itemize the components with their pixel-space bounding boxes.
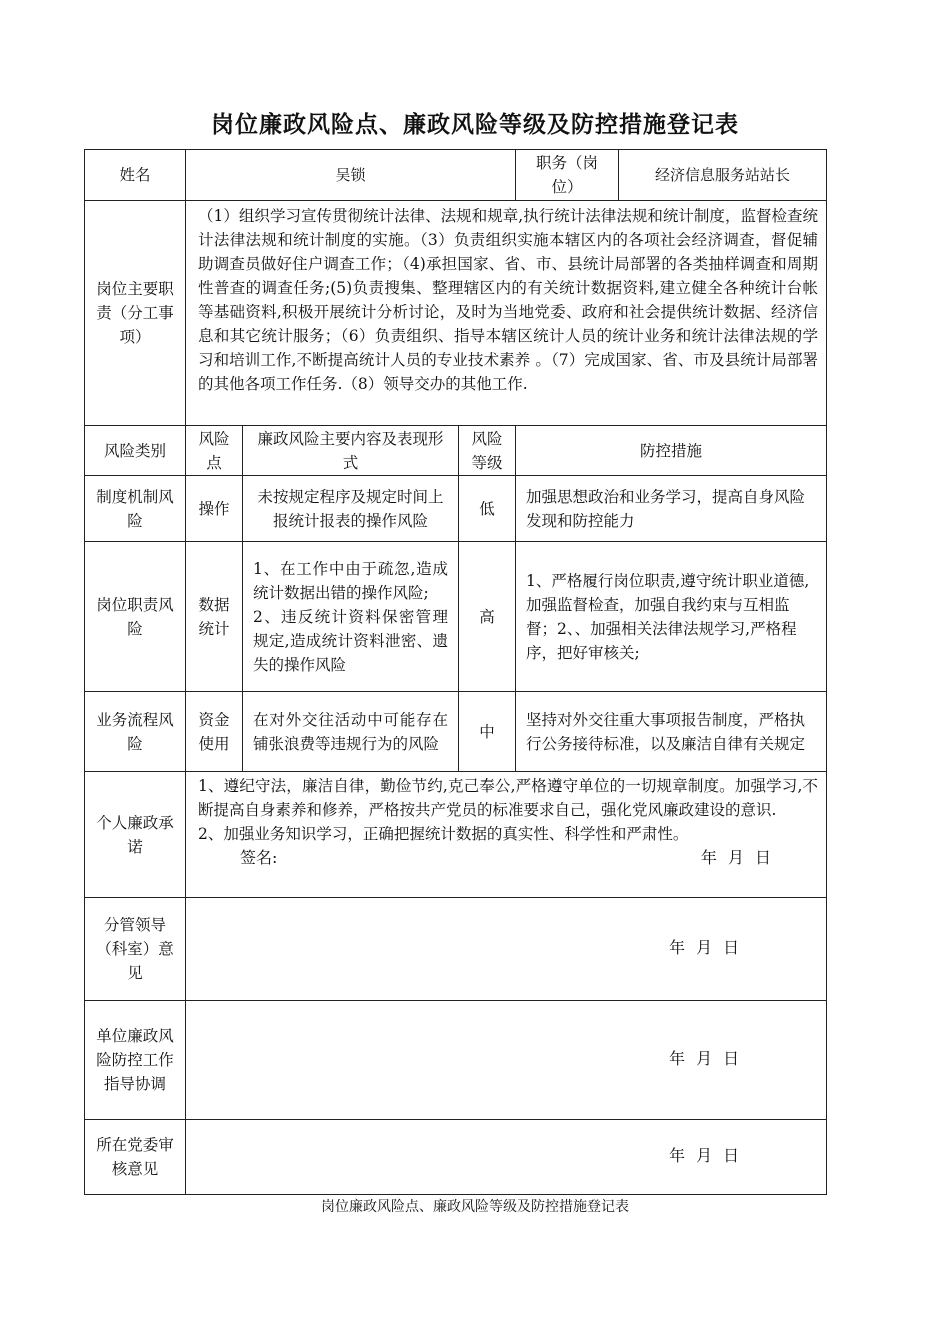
opinion-label: 分管领导（科室）意见 <box>85 898 186 1001</box>
commitment-text-2: 2、加强业务知识学习，正确把握统计数据的真实性、科学性和严肃性。 <box>198 825 689 843</box>
signature-line <box>198 846 818 870</box>
signature-date: 年 月 日 <box>700 848 775 867</box>
registration-form-table <box>84 149 827 1195</box>
opinion-row <box>85 1120 827 1195</box>
risk-point: 资金使用 <box>186 692 243 772</box>
commitment-cell <box>186 772 827 898</box>
name-value: 吴锁 <box>186 150 516 201</box>
risk-level-header: 风险等级 <box>459 426 516 476</box>
opinion-row <box>85 1001 827 1120</box>
commitment-text-1: 1、遵纪守法，廉洁自律，勤俭节约,克己奉公,严格遵守单位的一切规章制度。加强学习,不断提高自身素养和修养，严格按共产党员的标准要求自己，强化党风廉政建设的意识. <box>198 777 819 819</box>
opinion-date: 年 月 日 <box>669 1146 743 1165</box>
risk-category: 业务流程风险 <box>85 692 186 772</box>
opinion-row <box>85 898 827 1001</box>
opinion-label: 所在党委审核意见 <box>85 1120 186 1195</box>
duties-text: （1）组织学习宣传贯彻统计法律、法规和规章,执行统计法律法规和统计制度，监督检查统计法律法规和统计制度的实施。（3）负责组织实施本辖区内的各项社会经济调查，督促辅助调查员做好住户调查工作；（4)承担国家、省、市、县统计局部署的各类抽样调查和周期性普查的调查任务;(5)负责搜集、整理辖区内的有关统计数据资料,建立健全各种统计台帐等基础资料,积极开展统计分析讨论，及时为当地党委、政府和社会提供统计数据、经济信息和其它统计服务；（6）负责组织、指导本辖区统计人员的统计业务和统计法律法规的学习和培训工作,不断提高统计人员的专业技术素养 。（7）完成国家、省、市及县统计局部署的其他各项工作任务.（8）领导交办的其他工作. <box>186 201 827 426</box>
page-footer: 岗位廉政风险点、廉政风险等级及防控措施登记表 <box>321 1199 629 1215</box>
opinion-cell <box>186 1120 827 1195</box>
opinion-label: 单位廉政风险防控工作指导协调 <box>85 1001 186 1120</box>
opinion-cell <box>186 898 827 1001</box>
document-title: 岗位廉政风险点、廉政风险等级及防控措施登记表 <box>211 111 739 138</box>
risk-measures: 坚持对外交往重大事项报告制度，严格执行公务接待标准，以及廉洁自律有关规定 <box>516 692 827 772</box>
risk-content-header: 廉政风险主要内容及表现形式 <box>243 426 459 476</box>
risk-level: 高 <box>459 542 516 692</box>
risk-level: 低 <box>459 476 516 542</box>
risk-measures-header: 防控措施 <box>516 426 827 476</box>
commitment-label: 个人廉政承诺 <box>85 772 186 898</box>
risk-point-header: 风险点 <box>186 426 243 476</box>
duties-row <box>85 201 827 426</box>
risk-category: 岗位职责风险 <box>85 542 186 692</box>
risk-level: 中 <box>459 692 516 772</box>
risk-row <box>85 692 827 772</box>
header-row <box>85 150 827 201</box>
risk-row <box>85 542 827 692</box>
risk-header-row <box>85 426 827 476</box>
risk-content: 1、在工作中由于疏忽,造成统计数据出错的操作风险; 2、违反统计资料保密管理规定,造成统计资料泄密、遗失的操作风险 <box>243 542 459 692</box>
risk-row <box>85 476 827 542</box>
risk-point: 操作 <box>186 476 243 542</box>
commitment-row <box>85 772 827 898</box>
signature-label: 签名: <box>240 848 278 867</box>
position-value: 经济信息服务站站长 <box>619 150 827 201</box>
duties-label: 岗位主要职责（分工事项） <box>85 201 186 426</box>
risk-point: 数据统计 <box>186 542 243 692</box>
opinion-date: 年 月 日 <box>669 938 743 957</box>
risk-content: 未按规定程序及规定时间上报统计报表的操作风险 <box>243 476 459 542</box>
opinion-date: 年 月 日 <box>669 1049 743 1068</box>
name-label: 姓名 <box>85 150 186 201</box>
opinion-cell <box>186 1001 827 1120</box>
position-label: 职务（岗位） <box>516 150 619 201</box>
risk-category: 制度机制风险 <box>85 476 186 542</box>
risk-measures: 1、严格履行岗位职责,遵守统计职业道德,加强监督检查，加强自我约束与互相监督；2、、加强相关法律法规学习,严格程序，把好审核关; <box>516 542 827 692</box>
risk-category-header: 风险类别 <box>85 426 186 476</box>
risk-measures: 加强思想政治和业务学习，提高自身风险发现和防控能力 <box>516 476 827 542</box>
risk-content: 在对外交往活动中可能存在铺张浪费等违规行为的风险 <box>243 692 459 772</box>
